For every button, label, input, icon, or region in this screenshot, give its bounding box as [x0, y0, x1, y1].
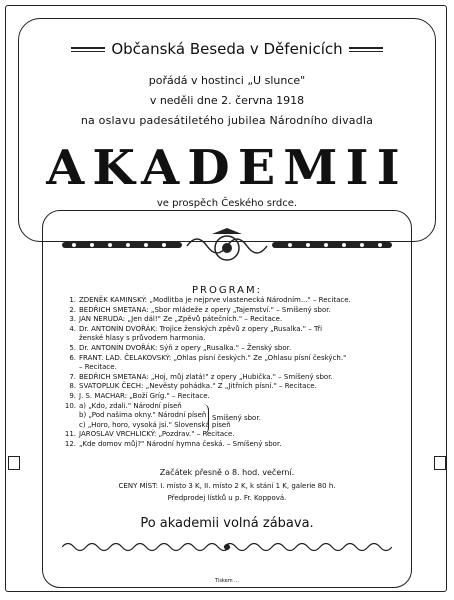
printer-credit: Tiskem ...: [215, 578, 239, 584]
program-item: [62, 392, 402, 402]
item-number: 10.: [64, 401, 76, 410]
dash-ornament: [349, 47, 383, 52]
advance-sale-line: Předprodej lístků u p. Fr. Koppová.: [167, 494, 287, 502]
start-time-line: Začátek přesně o 8. hod. večerní.: [159, 468, 295, 477]
item-text: BEDŘICH SMETANA: „Hoj, můj zlatá!" z opery „Hubička." – Smíšený sbor.: [79, 372, 333, 381]
program-item: [62, 430, 402, 440]
item-number: 9.: [69, 391, 76, 400]
item-text: JAROSLAV VRCHLICKÝ: „Pozdrav." – Recitace.: [79, 430, 235, 439]
item-number: 6.: [69, 353, 76, 362]
program-item: [62, 402, 402, 412]
item-text: – Recitace.: [79, 363, 117, 372]
item-number: 1.: [69, 296, 76, 304]
program-item: [62, 373, 402, 383]
organizer-line: [0, 40, 454, 58]
organizer-name: Občanská Beseda v Děfenicích: [111, 40, 343, 58]
program-item: [62, 421, 402, 431]
item-number: 4.: [69, 324, 76, 333]
decorative-border-ornament: [62, 228, 392, 268]
item-text: BEDŘICH SMETANA: „Sbor mládeže z opery „Tajemství." – Smíšený sbor.: [79, 305, 331, 314]
item-text: „Kde domov můj?" Národní hymna česká. – Smíšený sbor.: [79, 439, 282, 448]
program-item: [62, 334, 402, 344]
bottom-ornament: [62, 540, 392, 554]
item-text: b) „Pod našima okny." Národní píseň: [79, 411, 207, 420]
venue-line: pořádá v hostinci „U slunce": [148, 74, 306, 87]
closing-line: Po akademii volná zábava.: [140, 516, 314, 531]
brace-mark: [200, 404, 209, 434]
item-text: J. S. MACHAR: „Boží Gríg." – Recitace.: [79, 391, 210, 400]
item-text: JAN NERUDA: „Jen dál!" Ze „Zpěvů pátečních." – Recitace.: [79, 315, 283, 324]
prices-line: CENY MÍST: I. místo 3 K, II. místo 2 K, k stání 1 K, galerie 80 h.: [118, 482, 336, 490]
program-item: [62, 354, 402, 364]
occasion-line: na oslavu padesátiletého jubilea Národního divadla: [80, 114, 374, 127]
item-text: ZDENĚK KAMINSKÝ: „Modlitba je nejprve vlastenecká Národním..." – Recitace.: [79, 296, 351, 304]
program-item: [62, 315, 402, 325]
item-text: ženské hlasy s průvodem harmonia.: [79, 334, 206, 343]
program-item: [62, 296, 402, 306]
item-text: c) „Horo, horo, vysoká jsi." Slovenská píseň: [79, 420, 231, 429]
poster-title: AKADEMII: [46, 140, 408, 196]
program-item: [62, 363, 402, 373]
item-text: a) „Kdo, zdali." Národní píseň: [79, 401, 182, 410]
purpose-line: ve prospěch Českého srdce.: [156, 198, 298, 209]
dash-ornament: [71, 47, 105, 52]
program-item: [62, 382, 402, 392]
program-item: [62, 344, 402, 354]
program-item: [62, 440, 402, 450]
item-number: 12.: [64, 439, 76, 448]
date-line: v neděli dne 2. června 1918: [149, 94, 305, 107]
item-text: Dr. ANTONÍN DVOŘÁK: Trojice ženských zpěvů z opery „Rusalka." – Tři: [79, 324, 323, 333]
item-number: 2.: [69, 305, 76, 314]
item-number: 5.: [69, 343, 76, 352]
item-number: 11.: [64, 430, 76, 439]
program-list: [62, 296, 402, 450]
program-item: [62, 306, 402, 316]
item-number: 8.: [69, 382, 76, 391]
item-text: SVATOPLUK ČECH: „Nevěsty pohádka." Z „Jitřních písní." – Recitace.: [79, 382, 317, 391]
brace-note: Smíšený sbor.: [212, 414, 261, 422]
program-item: [62, 325, 402, 335]
item-number: 7.: [69, 372, 76, 381]
item-text: FRANT. LAD. ČELAKOVSKÝ: „Ohlas písní českých." Ze „Ohlasu písní českých.": [79, 353, 347, 362]
item-text: Dr. ANTONÍN DVOŘÁK: Sýň z opery „Rusalka." – Ženský sbor.: [79, 343, 292, 352]
item-number: 3.: [69, 315, 76, 324]
program-heading: PROGRAM:: [192, 285, 262, 296]
